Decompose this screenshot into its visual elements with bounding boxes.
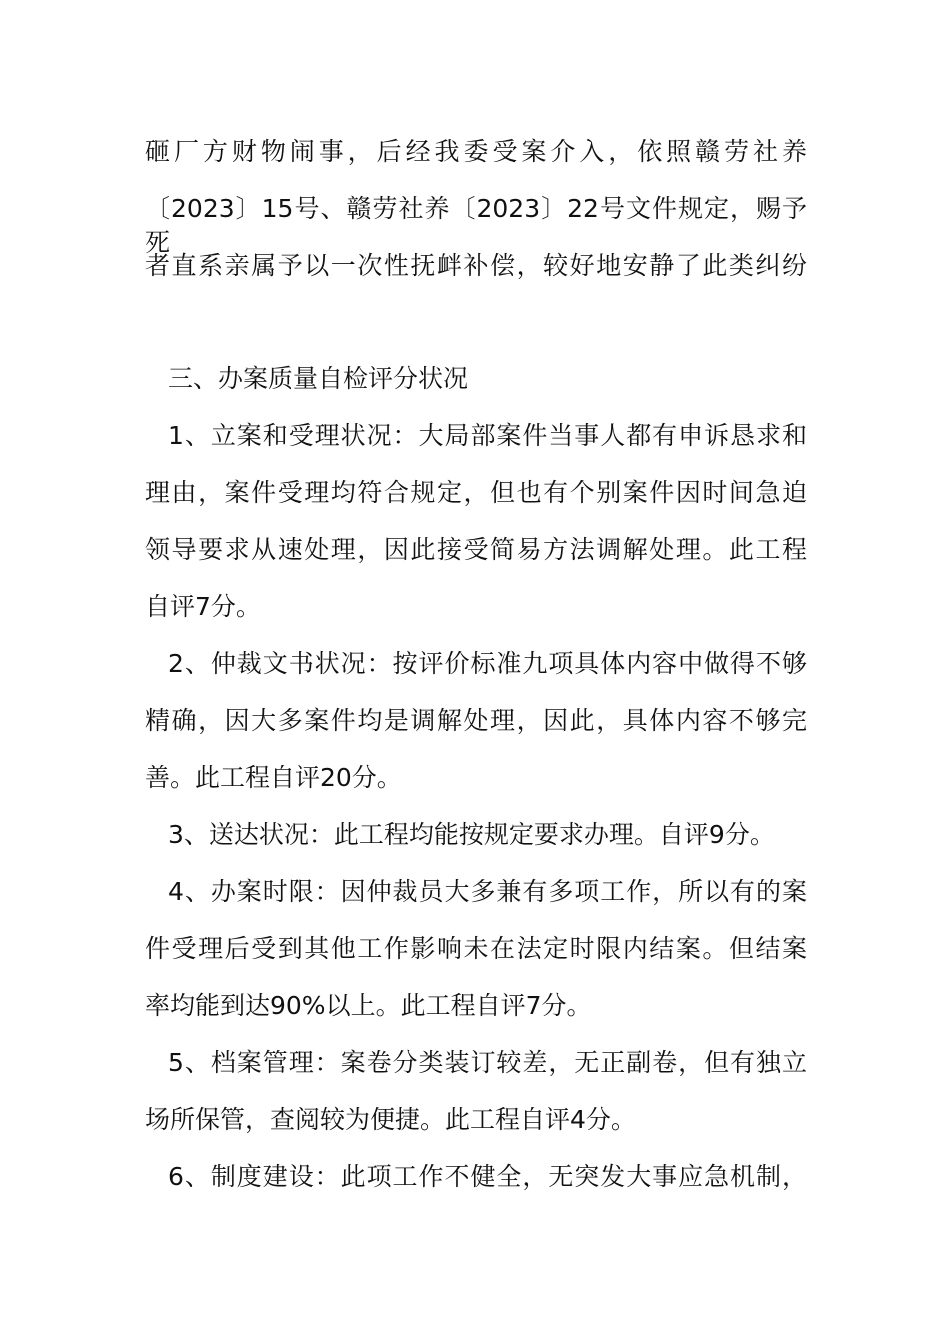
- text-line-13: 4、办案时限：因仲裁员大多兼有多项工作，所以有的案: [168, 877, 807, 906]
- text-line-7: 领导要求从速处理，因此接受简易方法调解处理。此工程: [145, 535, 807, 564]
- text-line-14: 件受理后受到其他工作影响未在法定时限内结案。但结案: [145, 934, 807, 963]
- text-line-3: 者直系亲属予以一次性抚衅补偿，较好地安静了此类纠纷: [145, 251, 807, 280]
- text-line-5: 1、立案和受理状况：大局部案件当事人都有申诉恳求和: [168, 421, 807, 450]
- section-heading: 三、办案质量自检评分状况: [168, 364, 469, 393]
- text-line-12: 3、送达状况：此工程均能按规定要求办理。自评9分。: [168, 820, 775, 849]
- text-line-6: 理由，案件受理均符合规定，但也有个别案件因时间急迫: [145, 478, 807, 507]
- text-line-11: 善。此工程自评20分。: [145, 763, 402, 792]
- text-line-9: 2、仲裁文书状况：按评价标准九项具体内容中做得不够: [168, 649, 807, 678]
- text-line-17: 场所保管，查阅较为便捷。此工程自评4分。: [145, 1105, 636, 1134]
- text-line-2: 〔2023〕15号、赣劳社养〔2023〕22号文件规定，赐予死: [145, 194, 807, 257]
- text-line-8: 自评7分。: [145, 592, 261, 621]
- text-line-16: 5、档案管理：案卷分类装订较差，无正副卷，但有独立: [168, 1048, 807, 1077]
- text-line-15: 率均能到达90%以上。此工程自评7分。: [145, 991, 592, 1020]
- text-line-1: 砸厂方财物闹事，后经我委受案介入，依照赣劳社养: [145, 137, 807, 166]
- text-line-18: 6、制度建设：此项工作不健全，无突发大事应急机制，: [168, 1162, 807, 1191]
- text-line-10: 精确，因大多案件均是调解处理，因此，具体内容不够完: [145, 706, 807, 735]
